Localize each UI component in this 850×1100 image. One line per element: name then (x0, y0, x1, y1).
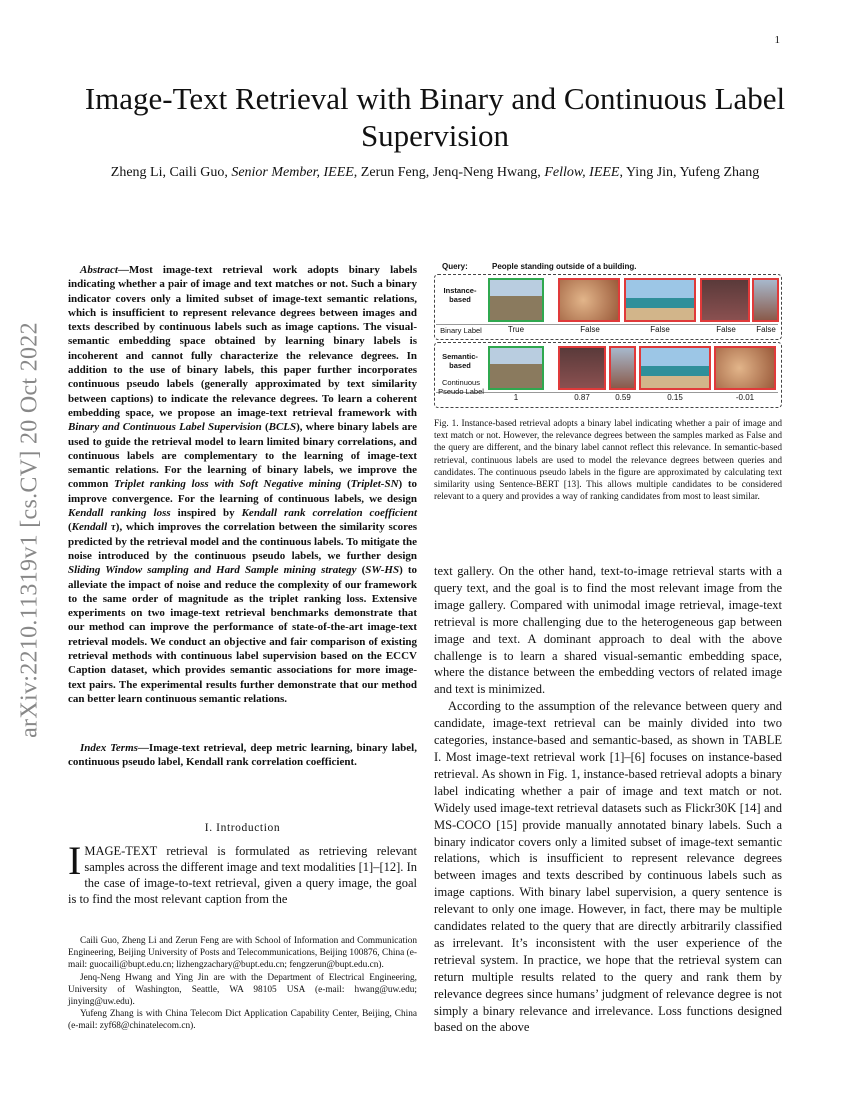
index-terms: Index Terms—Image-text retrieval, deep metric learning, binary label, continuous pseudo label, Kendall rank correlation coefficient. (68, 742, 417, 769)
footnote: Caili Guo, Zheng Li and Zerun Feng are with School of Information and Communication Engineering, Beijing University of Posts and Telecommunications, Beijing 100876, China (e-mail: guocaili@bupt.edu.cn; lizhengzachary@bupt.edu.cn; fengzerun@bupt.edu.cn). (68, 936, 417, 971)
paper-title: Image-Text Retrieval with Binary and Continuous Label Supervision (84, 81, 786, 153)
continuous-value: 1 (513, 393, 519, 402)
figure-1 (434, 258, 782, 410)
author-list: Zheng Li, Caili Guo, Senior Member, IEEE, Zerun Feng, Jenq-Neng Hwang, Fellow, IEEE, Ying Jin, Yufeng Zhang (110, 165, 760, 180)
binary-value: False (756, 325, 776, 334)
candidate-image-3 (624, 278, 696, 322)
abstract-label: Abstract (80, 264, 118, 276)
footnote: Yufeng Zhang is with China Telecom Dict Application Capability Center, Beijing, China (e-mail: zyf68@chinatelecom.cn). (68, 1009, 417, 1032)
figure-caption: Fig. 1. Instance-based retrieval adopts a binary label indicating whether a pair of image and text match or not. However, the relevance degrees between the samples marked as False and the query are different, and the binary label cannot reflect this relevance. In semantic-based retrieval, continuous labels are used to model the relevance degrees between queries and candidates. The continuous pseudo labels in the figure are approximated by calculating text similarity using Sentence-BERT [13]. This allows multiple candidates to be considered relevant to a query and provides a way of ranking candidates from most to least similar. (434, 419, 782, 503)
continuous-value: 0.15 (667, 393, 683, 402)
continuous-label-row-label: Continuous Pseudo Label (438, 378, 484, 396)
drop-cap: I (68, 838, 82, 883)
candidate-image-4 (700, 278, 750, 322)
page-number: 1 (774, 34, 780, 46)
candidate-image-1 (488, 278, 544, 322)
arxiv-sidebar (10, 300, 50, 760)
query-label: Query: (442, 262, 468, 271)
binary-value: False (650, 325, 670, 334)
continuous-value: 0.87 (574, 393, 590, 402)
body-paragraph: According to the assumption of the relevance between query and candidate, image-text retrieval can be mainly divided into two categories, instance-based and semantic-based, as shown in TABLE I. Most image-text retrieval work [1]–[6] focuses on instance-based retrieval. As shown in Fig. 1, instance-based retrieval adopts a binary label indicating whether a pair of image and text match or not. Widely used image-text retrieval datasets such as Flickr30K [14] and MS-COCO [15] provide manually annotated binary labels. Such a binary indicator covers only a limited subset of image-text semantic relations, which is insufficient to represent relevance degrees between images and texts described by continuous labels such as image captions. With binary label supervision, a query sentence is relevant to only one image. However, in fact, there may be multiple candidates related to the query that are directly arbitrarily classified as irrelevant. It’s inconsistent with the user experience of the retrieval system. In practice, we hope that the retrieval system can return multiple results related to the query and rank them by relevance degrees since humans’ judgment of relevance degree is not simply a binary relevance and irrelevance. Loss functions designed based on the above (434, 699, 782, 1035)
ranked-image-5 (714, 346, 776, 390)
binary-value: False (716, 325, 736, 334)
binary-value: True (507, 325, 525, 334)
candidate-image-2 (558, 278, 620, 322)
footnote: Jenq-Neng Hwang and Ying Jin are with the Department of Electrical Engineering, University of Washington, Seattle, WA 98105 USA (e-mail: hwang@uw.edu; jinying@uw.edu). (68, 972, 417, 1008)
body-paragraph: text gallery. On the other hand, text-to-image retrieval starts with a query text, and the goal is to find the most relevant image from the image gallery. Compared with unimodal image retrieval, image-text retrieval is more challenging due to the heterogeneous gap between image and text. A dominant approach to deal with the above challenge is to learn a shared visual-semantic embedding space, where the distance between the embedding vectors of related image and text is minimized. (434, 564, 782, 697)
semantic-based-label: Semantic-based (442, 352, 478, 370)
abstract: Abstract—Most image-text retrieval work adopts binary labels indicating whether a pair of image and text matches or not. Such a binary indicator covers only a limited subset of image-text semantic relations, which is insufficient to represent relevance degrees between images and texts described by continuous labels such as image captions. The visual-semantic embedding space obtained by learning binary labels is incoherent and cannot fully characterize the relevance degrees. In addition to the use of binary labels, this paper further incorporates continuous pseudo labels (generally approximated by text similarity between captions) to indicate the relevance degrees. To learn a coherent embedding space, we propose an image-text retrieval framework with Binary and Continuous Label Supervision (BCLS), where binary labels are used to guide the retrieval model to learn limited binary correlations, and continuous labels are complementary to the learning of image-text semantic relations. For the learning of binary labels, we improve the common Triplet ranking loss with Soft Negative mining (Triplet-SN) to improve convergence. For the learning of continuous labels, we design Kendall ranking loss inspired by Kendall rank correlation coefficient (Kendall τ), which improves the correlation between the similarity scores predicted by the retrieval model and the continuous labels. To mitigate the noise introduced by the continuous pseudo labels, we further design Sliding Window sampling and Hard Sample mining strategy (SW-HS) to alleviate the impact of noise and reduce the complexity of our framework to the same order of magnitude as the triplet ranking loss. Extensive experiments on two image-text retrieval benchmarks demonstrate that our method can improve the performance of state-of-the-art image-text retrieval models. We conduct an objective and fair comparison of existing retrieval methods with continuous label supervision based on the ECCV Caption dataset, which provides semantic associations for more image-text pairs. The experimental results further demonstrate that our method can better learn continuous semantic relations. (68, 264, 418, 705)
continuous-value: -0.01 (735, 393, 755, 402)
binary-label-row-label: Binary Label (440, 326, 482, 335)
section-heading-introduction: I. Introduction (204, 822, 281, 834)
footnotes (68, 935, 417, 1033)
binary-value: False (580, 325, 600, 334)
ranked-image-1 (488, 346, 544, 390)
candidate-image-5 (752, 278, 779, 322)
right-column-body (434, 563, 782, 1036)
ranked-image-2 (558, 346, 606, 390)
instance-based-label: Instance-based (443, 286, 477, 304)
intro-paragraph: IMAGE-TEXT retrieval is formulated as retrieving relevant samples across the different image and text modalities [1]–[12]. In the case of image-to-text retrieval, given a query image, the goal is to find the most relevant caption from the (68, 838, 417, 906)
ranked-image-3 (609, 346, 636, 390)
continuous-value: 0.59 (615, 393, 631, 402)
query-text: People standing outside of a building. (492, 262, 637, 271)
ranked-image-4 (639, 346, 711, 390)
caption-label: Fig. 1. (434, 419, 459, 429)
arxiv-identifier: arXiv:2210.11319v1 [cs.CV] 20 Oct 2022 (16, 322, 43, 738)
